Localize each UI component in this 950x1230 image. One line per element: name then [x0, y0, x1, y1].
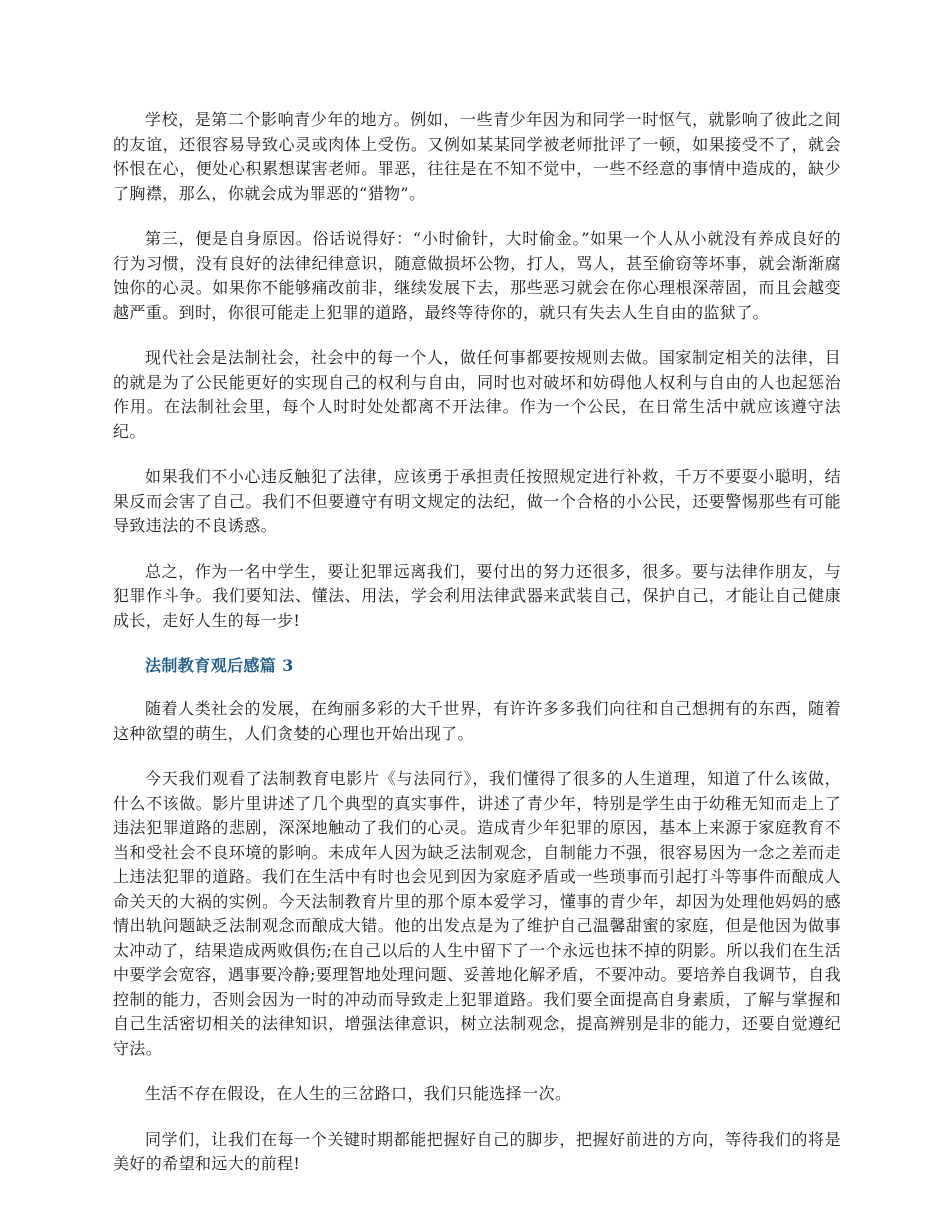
- paragraph-movie: 今天我们观看了法制教育电影片《与法同行》，我们懂得了很多的人生道理，知道了什么该做，什么不该做。影片里讲述了几个典型的真实事件，讲述了青少年，特别是学生由于幼稚无知而走上了违法犯罪道路的悲剧，深深地触动了我们的心灵。造成青少年犯罪的原因，基本上来源于家庭教育不当和受社会不良环境的影响。未成年人因为缺乏法制观念，自制能力不强，很容易因为一念之差而走上违法犯罪的道路。我们在生活中有时也会见到因为家庭矛盾或一些琐事而引起打斗等事件而酿成人命关天的大祸的实例。今天法制教育片里的那个原本爱学习，懂事的青少年，却因为处理他妈妈的感情出轨问题缺乏法制观念而酿成大错。他的出发点是为了维护自己温馨甜蜜的家庭，但是他因为做事太冲动了，结果造成两败俱伤;在自己以后的人生中留下了一个永远也抹不掉的阴影。所以我们在生活中要学会宽容，遇事要冷静;要理智地处理问题、妥善地化解矛盾，不要冲动。要培养自我调节，自我控制的能力，否则会因为一时的冲动而导致走上犯罪道路。我们要全面提高自身素质，了解与掌握和自己生活密切相关的法律知识，增强法律意识，树立法制观念，提高辨别是非的能力，还要自觉遵纪守法。: [113, 769, 841, 1058]
- paragraph-self-reason: 第三，便是自身原因。俗话说得好：“小时偷针，大时偷金。”如果一个人从小就没有养成良好的行为习惯，没有良好的法律纪律意识，随意做损坏公物，打人，骂人，甚至偷窃等坏事，就会渐渐腐蚀你的心灵。如果你不能够痛改前非，继续发展下去，那些恶习就会在你心理根深蒂固，而且会越变越严重。到时，你很可能走上犯罪的道路，最终等待你的，就只有失去人生自由的监狱了。: [113, 229, 841, 322]
- paragraph-choice: 生活不存在假设，在人生的三岔路口，我们只能选择一次。: [145, 1084, 572, 1103]
- section-title: 法制教育观后感篇 3: [145, 656, 294, 675]
- paragraph-responsibility: 如果我们不小心违反触犯了法律，应该勇于承担责任按照规定进行补救，千万不要耍小聪明，结果反而会害了自己。我们不但要遵守有明文规定的法纪，做一个合格的小公民，还要警惕那些有可能导致违法的不良诱惑。: [113, 467, 841, 535]
- document-page: [113, 108, 841, 1198]
- paragraph-legal-society: 现代社会是法制社会，社会中的每一个人，做任何事都要按规则去做。国家制定相关的法律，目的就是为了公民能更好的实现自己的权利与自由，同时也对破坏和妨碍他人权利与自由的人也起惩治作用。在法制社会里，每个人时时处处都离不开法律。作为一个公民，在日常生活中就应该遵守法纪。: [113, 348, 841, 441]
- paragraph-intro: 随着人类社会的发展，在绚丽多彩的大千世界，有许许多多我们向往和自己想拥有的东西，随着这种欲望的萌生，人们贪婪的心理也开始出现了。: [113, 699, 841, 743]
- paragraph-conclusion: 总之，作为一名中学生，要让犯罪远离我们，要付出的努力还很多，很多。要与法律作朋友，与犯罪作斗争。我们要知法、懂法、用法，学会利用法律武器来武装自己，保护自己，才能让自己健康成长，走好人生的每一步!: [113, 561, 841, 630]
- paragraph-closing: 同学们，让我们在每一个关键时期都能把握好自己的脚步，把握好前进的方向，等待我们的将是美好的希望和远大的前程!: [113, 1129, 841, 1173]
- paragraph-school: 学校，是第二个影响青少年的地方。例如，一些青少年因为和同学一时怄气，就影响了彼此之间的友谊，还很容易导致心灵或肉体上受伤。又例如某某同学被老师批评了一顿，如果接受不了，就会怀恨在心，便处心积累想谋害老师。罪恶，往往是在不知不觉中，一些不经意的事情中造成的，缺少了胸襟，那么，你就会成为罪恶的“猎物”。: [113, 110, 841, 203]
